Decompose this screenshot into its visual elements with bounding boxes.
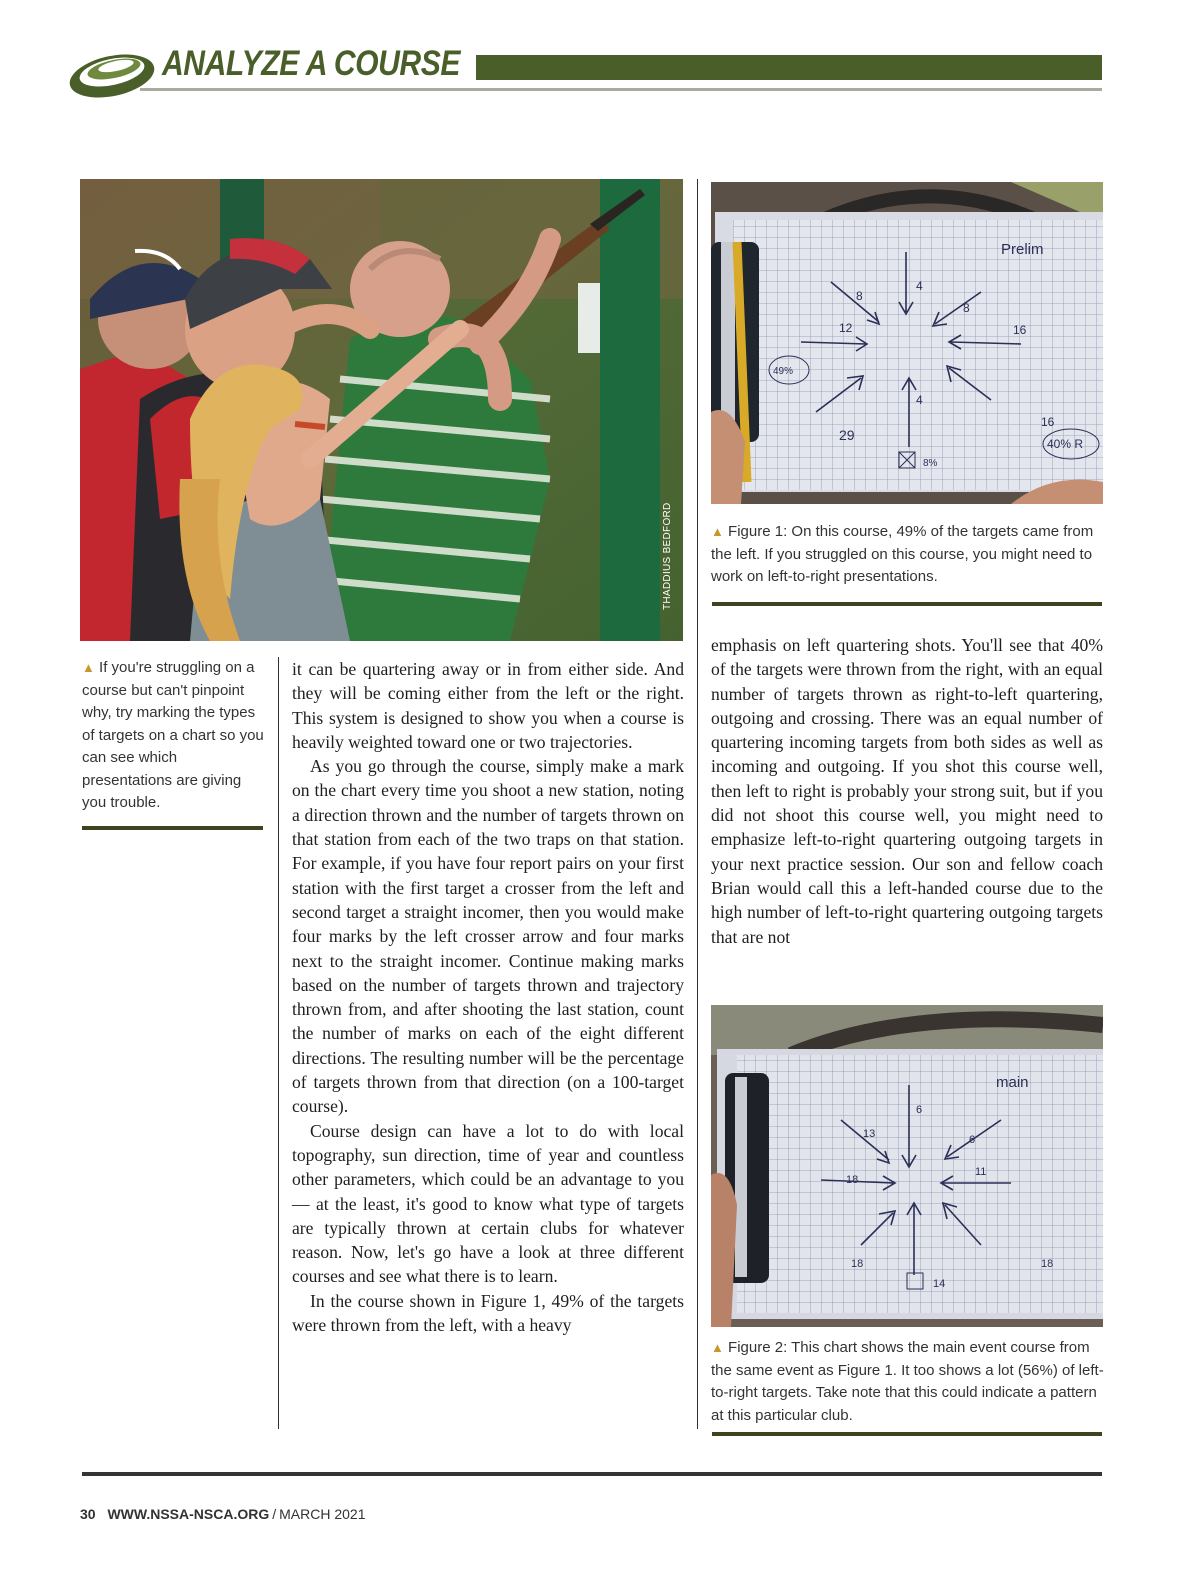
svg-text:40% R: 40% R xyxy=(1047,437,1084,451)
svg-text:8: 8 xyxy=(856,289,863,303)
svg-text:8: 8 xyxy=(963,301,970,315)
column-divider-right xyxy=(697,641,698,1429)
svg-text:18: 18 xyxy=(846,1174,859,1186)
body-paragraph: Course design can have a lot to do with local topography, sun direction, time of year and countless other parameters, which could be an advantage to you — at the least, it's good to know what type of targets are typically thrown at certain clubs for whatever reason. Now, let's go have a look at three different courses and see what there is to learn. xyxy=(292,1120,684,1287)
svg-text:12: 12 xyxy=(839,321,853,335)
body-paragraph: As you go through the course, simply make a mark on the chart every time you shoot a new station, noting a direction thrown and the number of targets thrown on that station from each of the two traps on that station. For example, if you have four report pairs on your first station with the first target a crosser from the left and second target a straight incomer, then you would make four marks by the left crosser arrow and four marks next to the straight incomer. Continue making marks based on the number of targets thrown and trajectory thrown from, and after shooting the last station, count the number of marks on each of the eight different directions. The resulting number will be the percentage of targets thrown from that direction (on a 100-target course). xyxy=(292,756,684,1117)
svg-text:11: 11 xyxy=(975,1166,987,1178)
svg-text:29: 29 xyxy=(839,427,855,443)
clay-target-logo-icon xyxy=(66,42,158,102)
svg-text:6: 6 xyxy=(969,1134,976,1146)
body-paragraph: emphasis on left quartering shots. You'll see that 40% of the targets were thrown from the right, with an equal number of targets thrown as right-to-left quartering, outgoing and crossing. There was an equal number of quartering incoming targets from both sides as well as incoming and outgoing. If you shot this course well, then left to right is probably your strong suit, but if you did not shoot this course well, you might need to emphasize left-to-right quartering outgoing targets in your next practice session. Our son and fellow coach Brian would call this a left-handed course due to the high number of left-to-right quartering outgoing targets that are not xyxy=(711,635,1103,947)
caption-triangle-icon: ▲ xyxy=(711,524,724,539)
footer-rule xyxy=(82,1472,1102,1476)
issue-date: MARCH 2021 xyxy=(279,1506,366,1522)
caption-triangle-icon: ▲ xyxy=(82,660,95,675)
column-divider-top xyxy=(697,179,698,641)
body-paragraph: it can be quartering away or in from either side. And they will be coming either from the left or the right. This system is designed to show you when a course is heavily weighted toward one or two trajectories. xyxy=(292,659,684,752)
body-column-middle xyxy=(292,657,684,1337)
photo-credit: THADDIUS BEDFORD xyxy=(662,502,673,610)
shooters-photo xyxy=(80,179,683,641)
column-divider-left xyxy=(278,657,279,1429)
svg-text:4: 4 xyxy=(916,279,923,293)
svg-text:6: 6 xyxy=(916,1104,923,1116)
svg-text:18: 18 xyxy=(1041,1258,1054,1270)
svg-text:16: 16 xyxy=(1013,323,1027,337)
page-footer xyxy=(80,1506,366,1522)
svg-text:16: 16 xyxy=(1041,415,1055,429)
svg-text:49%: 49% xyxy=(773,366,794,377)
body-column-right xyxy=(711,633,1103,949)
caption-triangle-icon: ▲ xyxy=(711,1340,724,1355)
figure2-chart-photo xyxy=(711,1005,1103,1327)
svg-text:main: main xyxy=(996,1074,1029,1091)
svg-text:4: 4 xyxy=(916,393,923,407)
section-title: ANALYZE A COURSE xyxy=(162,44,461,83)
figure1-chart-photo xyxy=(711,182,1103,504)
svg-text:13: 13 xyxy=(863,1128,876,1140)
svg-text:18: 18 xyxy=(851,1258,864,1270)
body-paragraph: In the course shown in Figure 1, 49% of the targets were thrown from the left, with a heavy xyxy=(292,1290,684,1336)
footer-separator: / xyxy=(272,1506,277,1522)
header-bar xyxy=(476,55,1102,80)
main-photo-caption: ▲ If you're struggling on a course but can't pinpoint why, try marking the types of targets on a chart so you can see which presentations are giving you trouble. xyxy=(82,659,264,811)
figure2-caption: ▲ Figure 2: This chart shows the main event course from the same event as Figure 1. It too shows a lot (56%) of left-to-right targets. Take note that this could indicate a pattern at this particular club. xyxy=(711,1339,1104,1424)
website-link[interactable]: WWW.NSSA-NSCA.ORG xyxy=(107,1506,270,1522)
figure2-caption-rule xyxy=(712,1432,1102,1436)
figure1-caption-rule xyxy=(712,602,1102,606)
page-number: 30 xyxy=(80,1506,96,1522)
figure1-caption: ▲ Figure 1: On this course, 49% of the targets came from the left. If you struggled on this course, you might need to work on left-to-right presentations. xyxy=(711,523,1094,585)
svg-text:14: 14 xyxy=(933,1278,946,1290)
svg-text:Prelim: Prelim xyxy=(1001,241,1044,258)
left-caption-rule xyxy=(82,826,263,830)
svg-text:8%: 8% xyxy=(923,458,938,469)
header-rule xyxy=(140,88,1102,91)
